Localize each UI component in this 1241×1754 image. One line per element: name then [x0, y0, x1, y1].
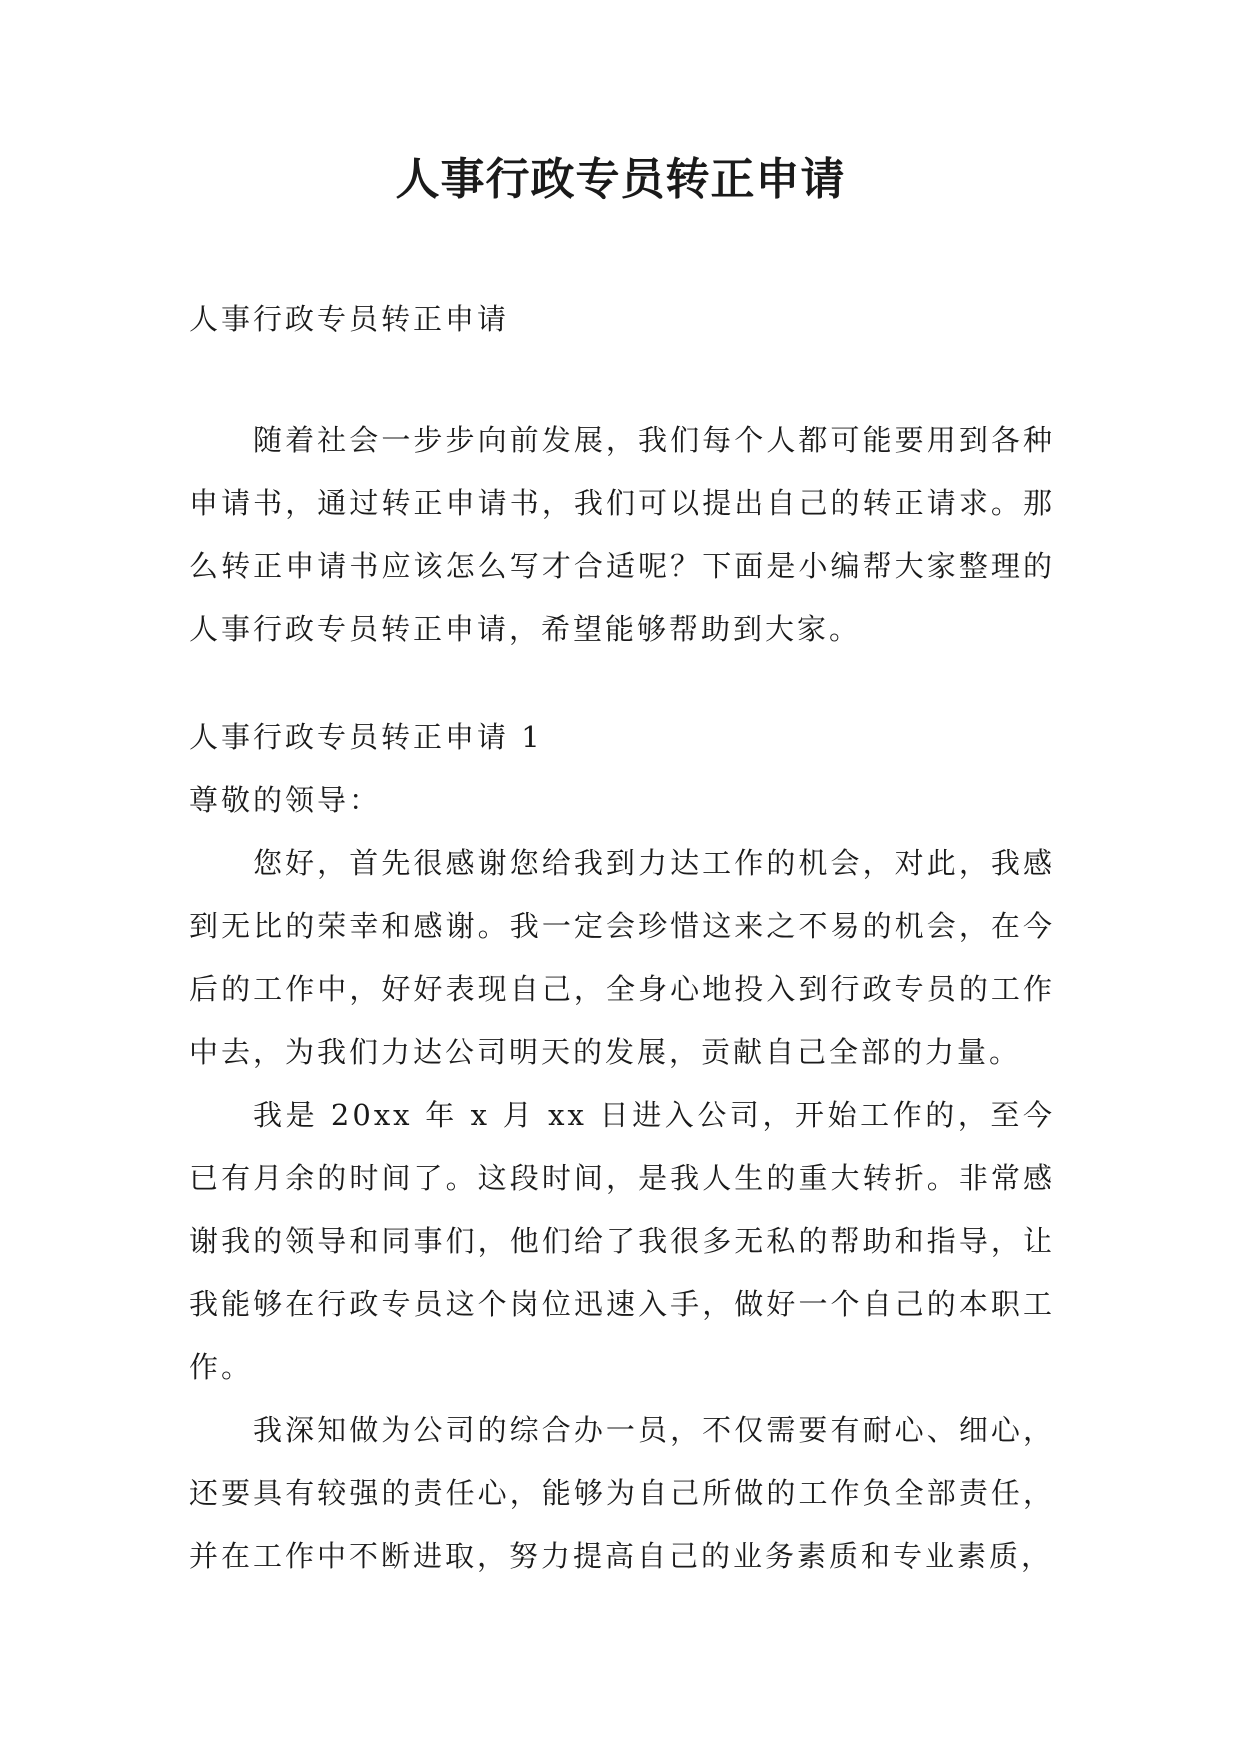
section-heading: 人事行政专员转正申请 1 [189, 720, 543, 754]
body-paragraph-3: 我深知做为公司的综合办一员，不仅需要有耐心、细心，还要具有较强的责任心，能够为自己所做的工作负全部责任，并在工作中不断进取，努力提高自己的业务素质和专业素质， [189, 1413, 1055, 1573]
document-title: 人事行政专员转正申请 [395, 154, 846, 205]
document-subtitle: 人事行政专员转正申请 [189, 302, 510, 336]
body-paragraph-1: 您好，首先很感谢您给我到力达工作的机会，对此，我感到无比的荣幸和感谢。我一定会珍惜这来之不易的机会，在今后的工作中，好好表现自己，全身心地投入到行政专员的工作中去，为我们力达公司明天的发展，贡献自己全部的力量。 [189, 846, 1055, 1069]
body-paragraph-2: 我是 20xx 年 x 月 xx 日进入公司，开始工作的，至今已有月余的时间了。这段时间，是我人生的重大转折。非常感谢我的领导和同事们，他们给了我很多无私的帮助和指导，让我能够在行政专员这个岗位迅速入手，做好一个自己的本职工作。 [189, 1098, 1055, 1384]
document-body [189, 288, 1055, 1588]
intro-paragraph: 随着社会一步步向前发展，我们每个人都可能要用到各种申请书，通过转正申请书，我们可以提出自己的转正请求。那么转正申请书应该怎么写才合适呢？下面是小编帮大家整理的人事行政专员转正申请，希望能够帮助到大家。 [189, 423, 1055, 646]
salutation: 尊敬的领导： [189, 783, 382, 817]
